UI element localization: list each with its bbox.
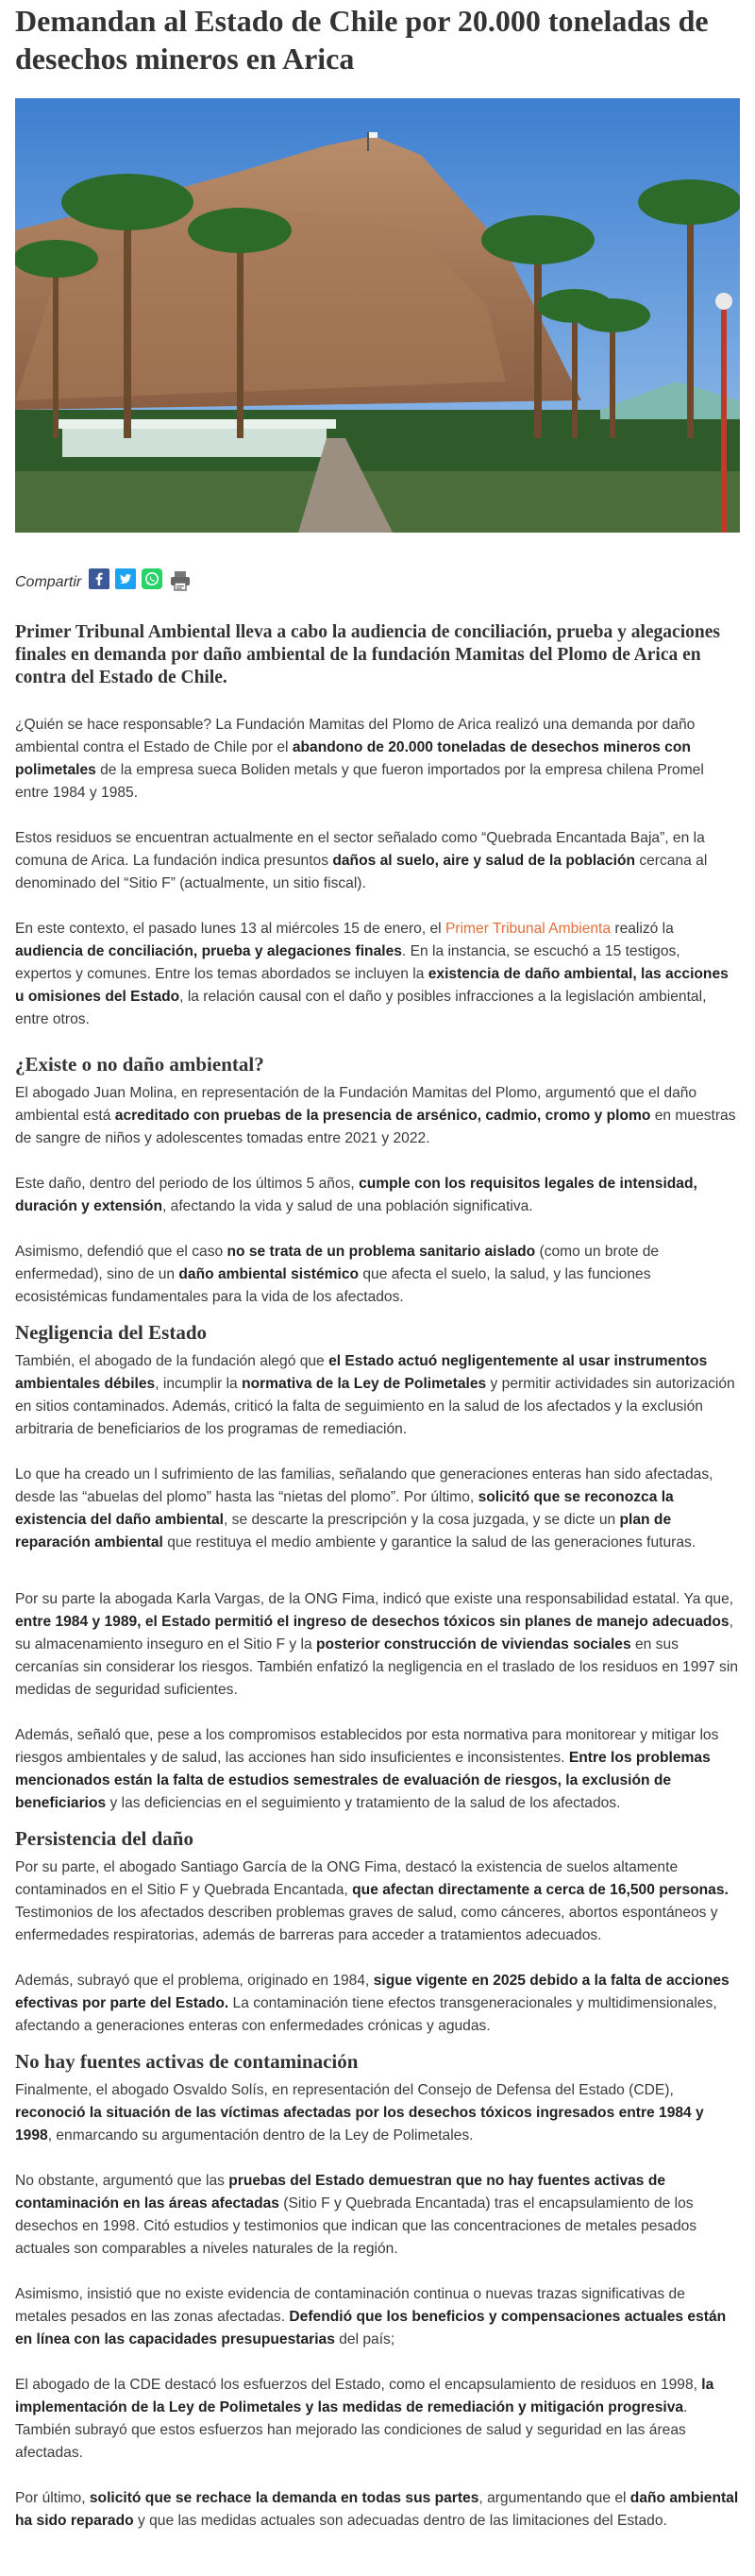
paragraph-3: En este contexto, el pasado lunes 13 al miércoles 15 de enero, el Primer Tribunal Ambienta realizó la audiencia de conciliación, prueba y alegaciones finales. En la instancia, se escuchó a 15 testigos, expertos y comunes. Entre los temas abordados se incluyen la existencia de daño ambiental, las acciones u omisiones del Estado, la relación causal con el daño y posibles infracciones a la legislación ambiental, entre otros. [15,921,729,1027]
paragraph-7: También, el abogado de la fundación alegó que el Estado actuó negligentemente al usar instrumentos ambientales débiles, incumplir la normativa de la Ley de Polimetales y permitir actividades sin autorización en sitios contaminados. Además, criticó la falta de seguimiento en la salud de los afectados y la exclusión arbitraria de beneficiarios de los programas de remediación. [15,1353,735,1437]
article-lead: Primer Tribunal Ambiental lleva a cabo la audiencia de conciliación, prueba y alegaciones finales en demanda por daño ambiental de la fundación Mamitas del Plomo de Arica en contra del Estado de Chile. [15,622,720,687]
whatsapp-icon[interactable] [142,568,162,589]
tribunal-link[interactable]: Primer Tribunal Ambienta [445,921,612,937]
paragraph-6: Asimismo, defendió que el caso no se trata de un problema sanitario aislado (como un brote de enfermedad), sino de un daño ambiental sistémico que afecta el suelo, la salud, y las funciones ecosistémicas fundamentales para la vida de los afectados. [15,1244,660,1305]
paragraph-4: El abogado Juan Molina, en representación de la Fundación Mamitas del Plomo, argumentó que el daño ambiental está acreditado con pruebas de la presencia de arsénico, cadmio, cromo y plomo en muestras de sangre de niños y adolescentes tomadas entre 2021 y 2022. [15,1085,736,1146]
section-heading-persistencia: Persistencia del daño [15,1827,193,1850]
paragraph-1: ¿Quién se hace responsable? La Fundación Mamitas del Plomo de Arica realizó una demanda por daño ambiental contra el Estado de Chile por el abandono de 20.000 toneladas de desechos mineros con polimetales de la empresa sueca Boliden metals y que fueron importados por la empresa chilena Promel entre 1984 y 1985. [15,717,704,801]
paragraph-15: Asimismo, insistió que no existe evidencia de contaminación continua o nuevas trazas significativas de metales pesados en las zonas afectadas. Defendió que los beneficios y compensaciones actuales están en línea con las capacidades presupuestarias del país; [15,2286,727,2347]
print-icon[interactable] [168,568,189,589]
section-heading-negligencia: Negligencia del Estado [15,1321,207,1344]
section-heading-nohay: No hay fuentes activas de contaminación [15,2050,359,2073]
hero-photo-illustration [15,98,740,533]
paragraph-9: Por su parte la abogada Karla Vargas, de la ONG Fima, indicó que existe una responsabilidad estatal. Ya que, entre 1984 y 1989, el Estado permitió el ingreso de desechos tóxicos sin planes de manejo adecuados, su almacenamiento inseguro en el Sitio F y la posterior construcción de viviendas sociales en sus cercanías sin considerar los riesgos. También enfatizó la negligencia en el traslado de los residuos en 1997 sin medidas de seguridad suficientes. [15,1591,738,1698]
section-heading-existe: ¿Existe o no daño ambiental? [15,1053,264,1076]
paragraph-2: Estos residuos se encuentran actualmente en el sector señalado como “Quebrada Encantada Baja”, en la comuna de Arica. La fundación indica presuntos daños al suelo, aire y salud de la población cercana al denominado del “Sitio F” (actualmente, un sitio fiscal). [15,830,708,891]
paragraph-8: Lo que ha creado un l sufrimiento de las familias, señalando que generaciones enteras han sido afectadas, desde las “abuelas del plomo” hasta las “nietas del plomo”. Por último, solicitó que se reconozca la existencia del daño ambiental, se descarte la prescripción y la cosa juzgada, y se dicte un plan de reparación ambiental que restituya el medio ambiente y garantice la salud de las generaciones futuras. [15,1466,713,1551]
share-bar [15,565,740,593]
paragraph-11: Por su parte, el abogado Santiago García de la ONG Fima, destacó la existencia de suelos altamente contaminados en el Sitio F y Quebrada Encantada, que afectan directamente a cerca de 16,500 personas. Testimonios de los afectados describen problemas graves de salud, como cánceres, abortos espontáneos y enfermedades respiratorias, además de barreras para acceder a tratamientos adecuados. [15,1859,729,1943]
hero-photo [15,98,740,533]
paragraph-12: Además, subrayó que el problema, originado en 1984, sigue vigente en 2025 debido a la falta de acciones efectivas por parte del Estado. La contaminación tiene efectos transgeneracionales y multidimensionales, afectando a generaciones enteras con enfermedades crónicas y agudas. [15,1973,730,2034]
twitter-icon[interactable] [115,568,136,589]
paragraph-13: Finalmente, el abogado Osvaldo Solís, en representación del Consejo de Defensa del Estado (CDE), reconoció la situación de las víctimas afectadas por los desechos tóxicos ingresados entre 1984 y 1998, enmarcando su argumentación dentro de la Ley de Polimetales. [15,2082,704,2144]
share-label: Compartir [15,574,82,590]
paragraph-16: El abogado de la CDE destacó los esfuerzos del Estado, como el encapsulamiento de residuos en 1998, la implementación de la Ley de Polimetales y las medidas de remediación y mitigación progresiva. También subrayó que estos esfuerzos han mejorado las condiciones de salud y seguridad en las áreas afectadas. [15,2377,714,2461]
paragraph-5: Este daño, dentro del periodo de los últimos 5 años, cumple con los requisitos legales de intensidad, duración y extensión, afectando la vida y salud de una población significativa. [15,1176,697,1214]
paragraph-14: No obstante, argumentó que las pruebas del Estado demuestran que no hay fuentes activas de contaminación en las áreas afectadas (Sitio F y Quebrada Encantada) tras el encapsulamiento de los desechos en 1998. Citó estudios y testimonios que indican que las concentraciones de metales pesados actuales son comparables a niveles naturales de la región. [15,2173,697,2257]
facebook-icon[interactable] [89,568,109,589]
paragraph-10: Además, señaló que, pese a los compromisos establecidos por esta normativa para monitorear y mitigar los riesgos ambientales y de salud, las acciones han sido insuficientes e inconsistentes. Entre los problemas mencionados están la falta de estudios semestrales de evaluación de riesgos, la exclusión de beneficiarios y las deficiencias en el seguimiento y tratamiento de la salud de los afectados. [15,1727,719,1811]
paragraph-17: Por último, solicitó que se rechace la demanda en todas sus partes, argumentando que el daño ambiental ha sido reparado y que las medidas actuales son adecuadas dentro de las limitaciones del Estado. [15,2490,739,2529]
article-title: Demandan al Estado de Chile por 20.000 toneladas de desechos mineros en Arica [15,4,709,76]
